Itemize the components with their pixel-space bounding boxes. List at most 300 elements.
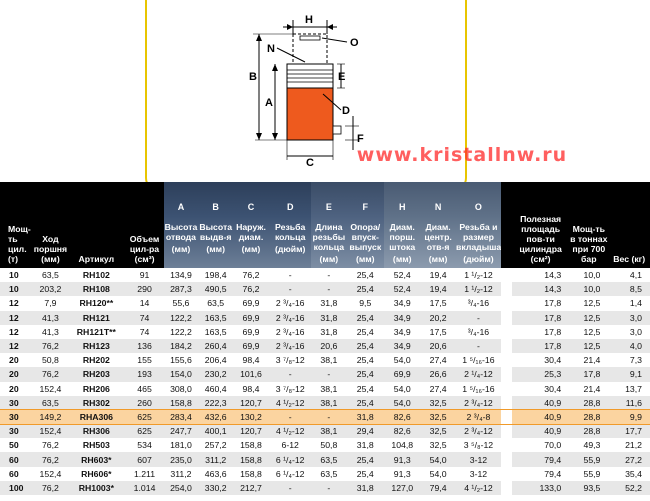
table-row xyxy=(0,481,650,495)
col-header-o xyxy=(456,182,501,268)
table-header-row xyxy=(0,182,650,268)
leader-n xyxy=(277,48,305,62)
cell-h: 82,6 xyxy=(384,410,420,424)
cell-e: 31,8 xyxy=(311,325,346,339)
cell-stroke: 76,2 xyxy=(34,367,68,381)
cell-d: - xyxy=(269,481,312,495)
col-name-n: Диам. центр. отв-я xyxy=(424,222,452,252)
dim-b-arrow-bottom xyxy=(256,133,262,140)
cell-o: 2 ³/₄-8 xyxy=(456,410,501,424)
cell-a: 158,8 xyxy=(164,396,199,410)
cell-weight: 52,2 xyxy=(608,481,650,495)
cell-article: RH603* xyxy=(67,452,125,466)
cell-d: - xyxy=(269,410,312,424)
watermark-text: www.kristallnw.ru xyxy=(356,144,568,166)
cell-b: 260,4 xyxy=(198,339,233,353)
cell-e: 31,8 xyxy=(311,311,346,325)
cell-d: 3 ⁷/₈-12 xyxy=(269,382,312,396)
cell-f: 31,8 xyxy=(346,481,384,495)
col-unit-c: (мм) xyxy=(241,244,261,254)
cell-area: 79,4 xyxy=(512,467,569,481)
cell-h: 104,8 xyxy=(384,438,420,452)
table-row xyxy=(0,382,650,396)
cell-capacity: 12,5 xyxy=(569,296,608,310)
cell-e: - xyxy=(311,268,346,282)
cell-n: 20,2 xyxy=(420,311,456,325)
col-header-b xyxy=(198,182,233,268)
cell-weight: 7,3 xyxy=(608,353,650,367)
cylinder-body xyxy=(287,88,333,140)
cell-f: 25,4 xyxy=(346,325,384,339)
cell-gap xyxy=(501,268,512,282)
cell-weight: 4,1 xyxy=(608,268,650,282)
cell-capacity: 93,5 xyxy=(569,481,608,495)
cell-b: 460,4 xyxy=(198,382,233,396)
cell-stroke: 50,8 xyxy=(34,353,68,367)
table-row xyxy=(0,467,650,481)
cell-volume: 465 xyxy=(125,382,163,396)
cell-f: 25,4 xyxy=(346,353,384,367)
cell-n: 32,5 xyxy=(420,438,456,452)
cell-b: 400,1 xyxy=(198,424,233,438)
col-header-force: Мощ-ть цил. (т) xyxy=(0,182,34,268)
cell-area: 79,4 xyxy=(512,452,569,466)
cell-f: 29,4 xyxy=(346,424,384,438)
cell-capacity: 17,8 xyxy=(569,367,608,381)
cell-area: 40,9 xyxy=(512,424,569,438)
cell-article: RH306 xyxy=(67,424,125,438)
label-b: B xyxy=(249,71,257,83)
cell-weight: 21,2 xyxy=(608,438,650,452)
cell-b: 63,5 xyxy=(198,296,233,310)
cell-capacity: 28,8 xyxy=(569,396,608,410)
table-row xyxy=(0,296,650,310)
cell-capacity: 21,4 xyxy=(569,353,608,367)
cylinder-collar xyxy=(287,64,333,88)
cell-force: 12 xyxy=(0,339,34,353)
cell-n: 27,4 xyxy=(420,382,456,396)
label-f: F xyxy=(357,133,364,145)
cell-volume: 625 xyxy=(125,424,163,438)
cell-d: 4 ¹/₂-12 xyxy=(269,396,312,410)
cell-volume: 607 xyxy=(125,452,163,466)
cell-n: 79,4 xyxy=(420,481,456,495)
cell-c: 158,8 xyxy=(233,452,269,466)
cell-gap xyxy=(501,325,512,339)
table-row xyxy=(0,367,650,381)
cell-n: 32,5 xyxy=(420,396,456,410)
cell-b: 198,4 xyxy=(198,268,233,282)
cell-a: 283,4 xyxy=(164,410,199,424)
label-n: N xyxy=(267,43,275,55)
cell-o: 1 ¹/₂-12 xyxy=(456,268,501,282)
cell-h: 54,0 xyxy=(384,382,420,396)
cell-o: - xyxy=(456,339,501,353)
cell-area: 17,8 xyxy=(512,339,569,353)
col-unit-e: (мм) xyxy=(319,254,339,264)
cell-e: 50,8 xyxy=(311,438,346,452)
cell-c: 69,9 xyxy=(233,339,269,353)
cell-article: RH606* xyxy=(67,467,125,481)
cell-b: 163,5 xyxy=(198,325,233,339)
table-row xyxy=(0,282,650,296)
cell-a: 247,7 xyxy=(164,424,199,438)
col-letter-h: H xyxy=(398,202,406,212)
cylinder-drawing-panel xyxy=(145,0,568,192)
cell-a: 287,3 xyxy=(164,282,199,296)
cell-a: 181,0 xyxy=(164,438,199,452)
cell-force: 50 xyxy=(0,438,34,452)
cell-force: 12 xyxy=(0,296,34,310)
cell-capacity: 28,8 xyxy=(569,410,608,424)
cell-stroke: 41,3 xyxy=(34,325,68,339)
label-o: O xyxy=(350,37,359,49)
cell-n: 27,4 xyxy=(420,353,456,367)
cell-b: 163,5 xyxy=(198,311,233,325)
cell-o: 3-12 xyxy=(456,467,501,481)
cell-force: 10 xyxy=(0,282,34,296)
dim-a-arrow-bottom xyxy=(272,133,278,140)
cell-h: 34,9 xyxy=(384,339,420,353)
cell-c: 76,2 xyxy=(233,268,269,282)
cell-article: RH102 xyxy=(67,268,125,282)
label-a: A xyxy=(265,97,273,109)
cell-capacity: 12,5 xyxy=(569,325,608,339)
cell-f: 25,4 xyxy=(346,339,384,353)
col-letter-d: D xyxy=(286,202,294,212)
cell-area: 25,3 xyxy=(512,367,569,381)
col-letter-a: A xyxy=(177,202,185,212)
cell-stroke: 76,2 xyxy=(34,438,68,452)
cell-area: 133,0 xyxy=(512,481,569,495)
cell-area: 17,8 xyxy=(512,325,569,339)
col-header-h xyxy=(384,182,420,268)
cell-a: 55,6 xyxy=(164,296,199,310)
cell-gap xyxy=(501,311,512,325)
cell-force: 20 xyxy=(0,353,34,367)
cell-c: 212,7 xyxy=(233,481,269,495)
col-header-gap xyxy=(501,182,512,268)
cell-article: RH1003* xyxy=(67,481,125,495)
cell-a: 254,0 xyxy=(164,481,199,495)
cell-n: 26,6 xyxy=(420,367,456,381)
cell-h: 91,3 xyxy=(384,452,420,466)
cell-o: 2 ³/₄-12 xyxy=(456,424,501,438)
cell-b: 432,6 xyxy=(198,410,233,424)
cell-gap xyxy=(501,410,512,424)
cell-volume: 625 xyxy=(125,410,163,424)
cell-gap xyxy=(501,481,512,495)
cell-gap xyxy=(501,452,512,466)
cell-o: 1 ⁵/₁₆-16 xyxy=(456,382,501,396)
col-letter-c: C xyxy=(247,202,255,212)
cell-o: 1 ⁵/₁₆-16 xyxy=(456,353,501,367)
cell-o: ³/₄-16 xyxy=(456,325,501,339)
cell-stroke: 41,3 xyxy=(34,311,68,325)
col-name-b: Высота выдв-я xyxy=(199,222,233,242)
col-unit-d: (дюйм) xyxy=(274,244,306,254)
spec-table-wrapper xyxy=(0,182,650,495)
cell-article: RH123 xyxy=(67,339,125,353)
cell-volume: 1.211 xyxy=(125,467,163,481)
col-unit-f: (мм) xyxy=(355,254,375,264)
cell-d: 4 ¹/₂-12 xyxy=(269,424,312,438)
cell-f: 25,4 xyxy=(346,452,384,466)
dim-b-arrow-top xyxy=(256,34,262,41)
cell-o: 4 ¹/₂-12 xyxy=(456,481,501,495)
table-row xyxy=(0,339,650,353)
cell-h: 34,9 xyxy=(384,296,420,310)
cell-weight: 1,4 xyxy=(608,296,650,310)
dim-a-arrow-top xyxy=(272,64,278,71)
cell-o: ³/₄-16 xyxy=(456,296,501,310)
cell-f: 25,4 xyxy=(346,311,384,325)
cell-e: 31,8 xyxy=(311,296,346,310)
cell-d: 2 ³/₄-16 xyxy=(269,311,312,325)
cell-area: 30,4 xyxy=(512,382,569,396)
coupler xyxy=(333,126,341,134)
cell-force: 10 xyxy=(0,268,34,282)
cell-f: 25,4 xyxy=(346,396,384,410)
col-name-o: Резьба и размер вкладыша xyxy=(456,222,501,252)
cell-weight: 8,5 xyxy=(608,282,650,296)
cell-o: 1 ¹/₂-12 xyxy=(456,282,501,296)
cell-a: 122,2 xyxy=(164,325,199,339)
col-header-c xyxy=(233,182,269,268)
cell-capacity: 49,3 xyxy=(569,438,608,452)
cell-o: - xyxy=(456,311,501,325)
dim-h-arrow-left xyxy=(287,24,293,30)
cell-stroke: 149,2 xyxy=(34,410,68,424)
cell-a: 154,0 xyxy=(164,367,199,381)
cell-h: 52,4 xyxy=(384,268,420,282)
col-header-weight: Вес (кг) xyxy=(608,182,650,268)
cell-h: 69,9 xyxy=(384,367,420,381)
spec-table-body xyxy=(0,268,650,495)
cell-volume: 14 xyxy=(125,296,163,310)
cell-h: 91,3 xyxy=(384,467,420,481)
cell-capacity: 21,4 xyxy=(569,382,608,396)
cell-article: RH302 xyxy=(67,396,125,410)
col-header-d xyxy=(269,182,312,268)
cell-force: 30 xyxy=(0,396,34,410)
spec-table xyxy=(0,182,650,495)
col-header-capacity: Мощ-ть в тоннах при 700 бар xyxy=(569,182,608,268)
cell-volume: 534 xyxy=(125,438,163,452)
cell-d: 3 ⁷/₈-12 xyxy=(269,353,312,367)
label-c: C xyxy=(306,157,314,169)
cell-b: 206,4 xyxy=(198,353,233,367)
cell-h: 54,0 xyxy=(384,396,420,410)
cell-e: 20,6 xyxy=(311,339,346,353)
cell-b: 222,3 xyxy=(198,396,233,410)
col-name-h: Диам. порш. штока xyxy=(389,222,416,252)
cell-force: 60 xyxy=(0,467,34,481)
cell-capacity: 10,0 xyxy=(569,268,608,282)
cell-d: 6 ¹/₄-12 xyxy=(269,467,312,481)
cell-n: 19,4 xyxy=(420,268,456,282)
table-row xyxy=(0,396,650,410)
cell-force: 30 xyxy=(0,410,34,424)
cell-stroke: 7,9 xyxy=(34,296,68,310)
cell-weight: 9,9 xyxy=(608,410,650,424)
cell-c: 158,8 xyxy=(233,467,269,481)
cell-a: 134,9 xyxy=(164,268,199,282)
cell-stroke: 76,2 xyxy=(34,339,68,353)
col-header-volume: Объем цил-ра (см³) xyxy=(125,182,163,268)
cell-volume: 1.014 xyxy=(125,481,163,495)
cell-capacity: 55,9 xyxy=(569,467,608,481)
cell-volume: 193 xyxy=(125,367,163,381)
cell-c: 120,7 xyxy=(233,396,269,410)
label-e: E xyxy=(338,71,346,83)
cell-weight: 3,0 xyxy=(608,311,650,325)
cell-area: 17,8 xyxy=(512,296,569,310)
cell-weight: 35,4 xyxy=(608,467,650,481)
col-header-f xyxy=(346,182,384,268)
cell-capacity: 12,5 xyxy=(569,311,608,325)
cell-e: 38,1 xyxy=(311,396,346,410)
table-row xyxy=(0,353,650,367)
piston-rod-extended xyxy=(293,34,327,64)
cell-force: 60 xyxy=(0,452,34,466)
cell-volume: 74 xyxy=(125,311,163,325)
cell-f: 25,4 xyxy=(346,367,384,381)
cell-c: 120,7 xyxy=(233,424,269,438)
cell-article: RH121T** xyxy=(67,325,125,339)
cell-e: - xyxy=(311,282,346,296)
cell-capacity: 12,5 xyxy=(569,339,608,353)
cell-article: RH202 xyxy=(67,353,125,367)
cell-f: 31,8 xyxy=(346,410,384,424)
cell-article: RHA306 xyxy=(67,410,125,424)
cell-c: 69,9 xyxy=(233,325,269,339)
cell-n: 20,6 xyxy=(420,339,456,353)
cell-weight: 17,7 xyxy=(608,424,650,438)
cell-c: 101,6 xyxy=(233,367,269,381)
col-header-article: Артикул xyxy=(67,182,125,268)
cell-e: - xyxy=(311,410,346,424)
table-row xyxy=(0,268,650,282)
cell-a: 122,2 xyxy=(164,311,199,325)
col-name-d: Резьба кольца xyxy=(274,222,306,242)
cell-e: - xyxy=(311,481,346,495)
dim-h-arrow-right xyxy=(327,24,333,30)
cell-capacity: 28,8 xyxy=(569,424,608,438)
cell-f: 25,4 xyxy=(346,268,384,282)
cell-stroke: 63,5 xyxy=(34,268,68,282)
cell-area: 40,9 xyxy=(512,396,569,410)
cell-e: 38,1 xyxy=(311,353,346,367)
cell-stroke: 152,4 xyxy=(34,467,68,481)
cell-gap xyxy=(501,353,512,367)
cell-h: 82,6 xyxy=(384,424,420,438)
cell-volume: 74 xyxy=(125,325,163,339)
cell-b: 490,5 xyxy=(198,282,233,296)
cell-n: 17,5 xyxy=(420,325,456,339)
col-letter-b: B xyxy=(212,202,219,212)
cell-d: 2 ³/₄-16 xyxy=(269,339,312,353)
cell-d: 2 ³/₄-16 xyxy=(269,325,312,339)
cell-e: 38,1 xyxy=(311,424,346,438)
cell-a: 235,0 xyxy=(164,452,199,466)
cell-weight: 27,2 xyxy=(608,452,650,466)
cell-gap xyxy=(501,396,512,410)
cell-n: 32,5 xyxy=(420,424,456,438)
cell-stroke: 63,5 xyxy=(34,396,68,410)
cell-a: 308,0 xyxy=(164,382,199,396)
cell-n: 54,0 xyxy=(420,452,456,466)
saddle-outline xyxy=(300,36,320,40)
cell-article: RH121 xyxy=(67,311,125,325)
cell-weight: 9,1 xyxy=(608,367,650,381)
cell-h: 127,0 xyxy=(384,481,420,495)
cell-c: 69,9 xyxy=(233,311,269,325)
cell-f: 31,8 xyxy=(346,438,384,452)
cell-force: 100 xyxy=(0,481,34,495)
cell-o: 2 ³/₄-12 xyxy=(456,396,501,410)
cell-c: 69,9 xyxy=(233,296,269,310)
cell-o: 2 ¹/₄-12 xyxy=(456,367,501,381)
cell-gap xyxy=(501,282,512,296)
cell-d: - xyxy=(269,268,312,282)
cell-b: 230,2 xyxy=(198,367,233,381)
cell-gap xyxy=(501,424,512,438)
col-header-a xyxy=(164,182,199,268)
cell-d: 2 ³/₄-16 xyxy=(269,296,312,310)
cell-stroke: 152,4 xyxy=(34,382,68,396)
col-letter-f: F xyxy=(362,202,369,212)
cell-weight: 11,6 xyxy=(608,396,650,410)
cell-n: 17,5 xyxy=(420,296,456,310)
cell-h: 52,4 xyxy=(384,282,420,296)
cell-article: RH503 xyxy=(67,438,125,452)
cell-d: - xyxy=(269,367,312,381)
cell-capacity: 10,0 xyxy=(569,282,608,296)
cell-stroke: 76,2 xyxy=(34,481,68,495)
cell-article: RH203 xyxy=(67,367,125,381)
cell-n: 19,4 xyxy=(420,282,456,296)
cell-e: 38,1 xyxy=(311,382,346,396)
col-header-e xyxy=(311,182,346,268)
cell-a: 155,6 xyxy=(164,353,199,367)
col-header-n xyxy=(420,182,456,268)
table-row xyxy=(0,410,650,424)
cell-area: 17,8 xyxy=(512,311,569,325)
col-unit-o: (дюйм) xyxy=(463,254,494,264)
cell-area: 70,0 xyxy=(512,438,569,452)
cell-weight: 13,7 xyxy=(608,382,650,396)
cell-c: 76,2 xyxy=(233,282,269,296)
cell-a: 184,2 xyxy=(164,339,199,353)
cell-area: 30,4 xyxy=(512,353,569,367)
table-row xyxy=(0,438,650,452)
cell-a: 311,2 xyxy=(164,467,199,481)
cell-b: 257,2 xyxy=(198,438,233,452)
cell-n: 32,5 xyxy=(420,410,456,424)
cell-article: RH206 xyxy=(67,382,125,396)
col-unit-h: (мм) xyxy=(392,254,412,264)
col-name-f: Опора/ впуск-выпуск xyxy=(349,222,382,252)
cell-o: 3 ⁵/₈-12 xyxy=(456,438,501,452)
cell-o: 3-12 xyxy=(456,452,501,466)
table-row xyxy=(0,311,650,325)
col-unit-a: (мм) xyxy=(171,244,191,254)
cell-gap xyxy=(501,339,512,353)
cell-f: 25,4 xyxy=(346,382,384,396)
col-letter-o: O xyxy=(474,202,482,212)
cell-stroke: 152,4 xyxy=(34,424,68,438)
